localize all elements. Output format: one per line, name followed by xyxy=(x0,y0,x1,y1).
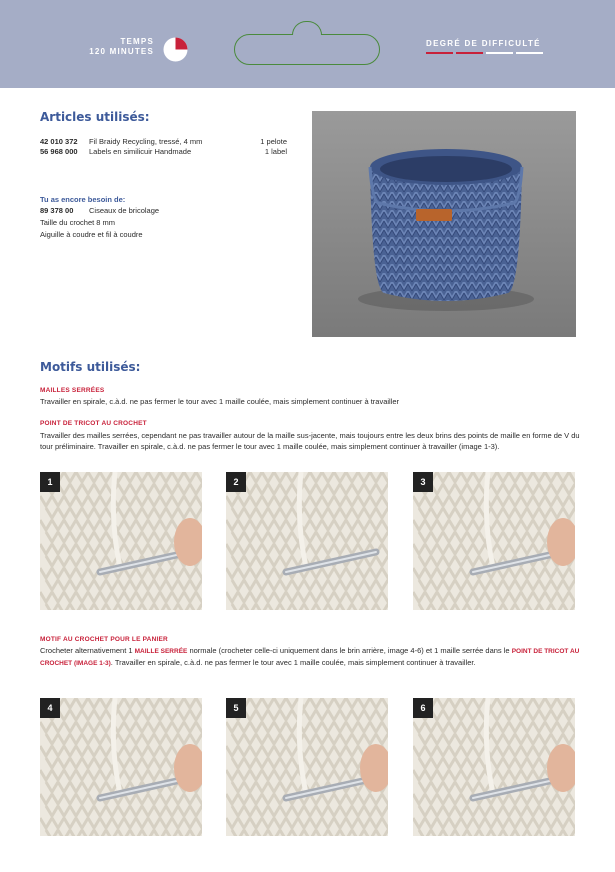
step-number: 2 xyxy=(226,472,246,492)
header-band xyxy=(0,0,615,88)
stitch-heading: POINT DE TRICOT AU CROCHET xyxy=(40,420,147,427)
time-value: 120 MINUTES xyxy=(89,47,154,56)
article-quantity: 1 label xyxy=(264,147,287,156)
difficulty-bar xyxy=(426,52,453,54)
article-description: Labels en similicuir Handmade xyxy=(89,147,192,156)
needed-row xyxy=(40,218,115,228)
needed-row xyxy=(40,230,143,240)
difficulty-bar xyxy=(456,52,483,54)
red-term: MAILLE SERRÉE xyxy=(134,648,188,655)
stitch-text-basket xyxy=(40,645,580,669)
product-photo xyxy=(312,111,576,337)
difficulty-bar xyxy=(486,52,513,54)
step-number: 1 xyxy=(40,472,60,492)
articles-title: Articles utilisés: xyxy=(40,110,150,124)
article-quantity: 1 pelote xyxy=(260,137,287,146)
step-photo-1 xyxy=(40,472,202,610)
stitch-text: Travailler en spirale, c.à.d. ne pas fermer le tour avec 1 maille coulée, mais simplement continuer à travailler xyxy=(40,397,400,406)
difficulty-bar xyxy=(516,52,543,54)
text-part: normale (crocheter celle-ci uniquement dans le brin arrière, image 4-6) et 1 maille serrée dans le xyxy=(187,646,512,655)
step-photo-4 xyxy=(40,698,202,836)
article-description: Fil Braidy Recycling, tressé, 4 mm xyxy=(89,137,203,146)
step-photo-5 xyxy=(226,698,388,836)
article-code: 42 010 372 xyxy=(40,137,78,146)
step-photo-6 xyxy=(413,698,575,836)
step-number: 3 xyxy=(413,472,433,492)
difficulty-meter xyxy=(426,52,543,54)
needed-description: Ciseaux de bricolage xyxy=(89,206,160,215)
needed-code: 89 378 00 xyxy=(40,206,74,215)
article-row xyxy=(40,137,287,147)
red-term: POINT DE TRICOT AU CROCHET (IMAGE 1-3) xyxy=(40,648,580,667)
step-photo-3 xyxy=(413,472,575,610)
needed-row xyxy=(40,206,159,216)
step-number: 4 xyxy=(40,698,60,718)
motifs-title: Motifs utilisés: xyxy=(40,360,141,374)
needed-description: Aiguille à coudre et fil à coudre xyxy=(40,230,143,239)
step-number: 6 xyxy=(413,698,433,718)
step-photo-2 xyxy=(226,472,388,610)
step-number: 5 xyxy=(226,698,246,718)
clock-icon xyxy=(163,37,188,62)
also-needed-title: Tu as encore besoin de: xyxy=(40,195,126,204)
time-block xyxy=(60,37,154,57)
text-part: . Travailler en spirale, c.à.d. ne pas fermer le tour avec 1 maille coulée, mais simplement continuer à travailler. xyxy=(110,658,476,667)
title-pill-notch xyxy=(292,21,322,35)
time-label: TEMPS xyxy=(120,37,154,46)
article-row xyxy=(40,147,287,157)
title-pill xyxy=(234,34,380,65)
stitch-heading: MOTIF AU CROCHET POUR LE PANIER xyxy=(40,636,168,643)
needed-description: Taille du crochet 8 mm xyxy=(40,218,116,227)
difficulty-label: DEGRÉ DE DIFFICULTÉ xyxy=(426,39,541,48)
article-code: 56 968 000 xyxy=(40,147,78,156)
stitch-heading: MAILLES SERRÉES xyxy=(40,387,105,394)
stitch-text: Travailler des mailles serrées, cependant ne pas travailler autour de la maille sus-jacente, mais toujours entre les deux brins des points de maille en forme de V du tour préliminaire. Travailler en spirale, c.à.d. ne pas fermer le tour avec 1 maille coulée, mais simplement continuer à travailler (image 1-3). xyxy=(40,431,580,451)
text-part: Crocheter alternativement 1 xyxy=(40,646,135,655)
